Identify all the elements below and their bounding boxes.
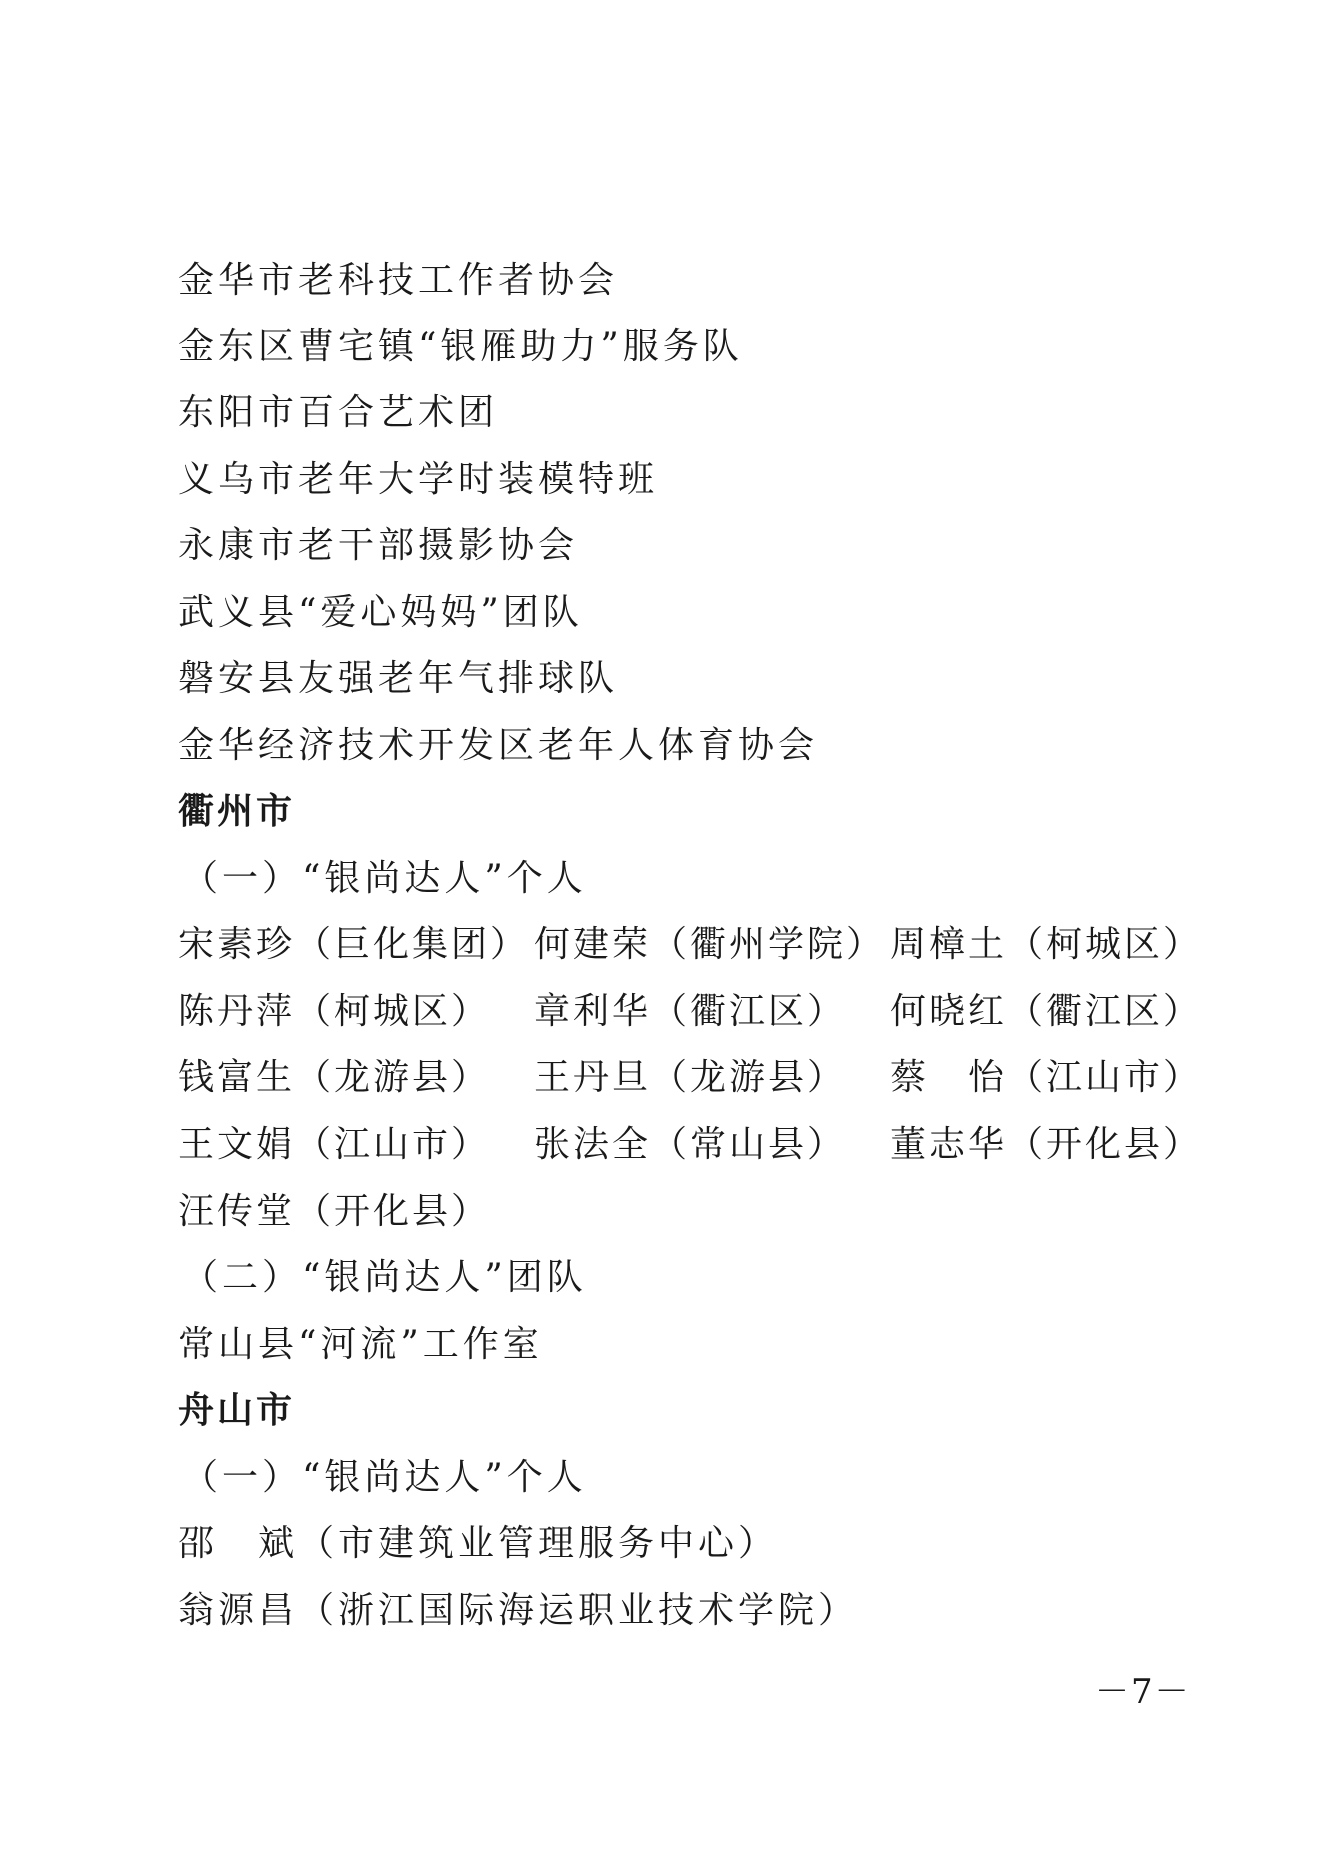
- section-heading-teams: （二）“银尚达人”团队: [182, 1257, 587, 1298]
- individual-name: 汪传堂（开化县）: [178, 1191, 491, 1232]
- team-item: 金华市老科技工作者协会: [178, 260, 619, 301]
- individual-name: 王丹旦（龙游县）: [534, 1057, 847, 1098]
- individual-name: 钱富生（龙游县）: [178, 1057, 491, 1098]
- individual-name: 王文娟（江山市）: [178, 1124, 491, 1165]
- individual-name: 蔡 怡（江山市）: [890, 1057, 1203, 1098]
- individual-name: 周樟土（柯城区）: [890, 924, 1203, 965]
- team-item: 金东区曹宅镇“银雁助力”服务队: [178, 326, 743, 367]
- individual-name: 翁源昌（浙江国际海运职业技术学院）: [178, 1590, 859, 1631]
- team-item: 常山县“河流”工作室: [178, 1324, 543, 1365]
- individual-name: 何建荣（衢州学院）: [534, 924, 886, 965]
- team-item: 东阳市百合艺术团: [178, 392, 499, 433]
- individuals-row: [0, 1056, 1325, 1100]
- individuals-row: [0, 923, 1325, 967]
- team-item: 武义县“爱心妈妈”团队: [178, 592, 583, 633]
- section-heading-individuals: （一）“银尚达人”个人: [182, 858, 587, 899]
- individual-name: 邵 斌（市建筑业管理服务中心）: [178, 1523, 779, 1564]
- individual-name: 章利华（衢江区）: [534, 991, 847, 1032]
- individuals-row: [0, 1190, 1325, 1234]
- team-item: 义乌市老年大学时装模特班: [178, 459, 659, 500]
- city-heading-quzhou: 衢州市: [178, 791, 296, 832]
- individuals-row: [0, 1123, 1325, 1167]
- team-item: 金华经济技术开发区老年人体育协会: [178, 725, 819, 766]
- city-heading-zhoushan: 舟山市: [178, 1390, 296, 1431]
- individual-name: 宋素珍（巨化集团）: [178, 924, 530, 965]
- individual-name: 张法全（常山县）: [534, 1124, 847, 1165]
- individuals-row: [0, 990, 1325, 1034]
- team-item: 磐安县友强老年气排球队: [178, 658, 619, 699]
- individual-name: 陈丹萍（柯城区）: [178, 991, 491, 1032]
- page-number: －7－: [1095, 1672, 1191, 1712]
- individual-name: 何晓红（衢江区）: [890, 991, 1203, 1032]
- individual-name: 董志华（开化县）: [890, 1124, 1203, 1165]
- section-heading-individuals: （一）“银尚达人”个人: [182, 1457, 587, 1498]
- team-item: 永康市老干部摄影协会: [178, 525, 579, 566]
